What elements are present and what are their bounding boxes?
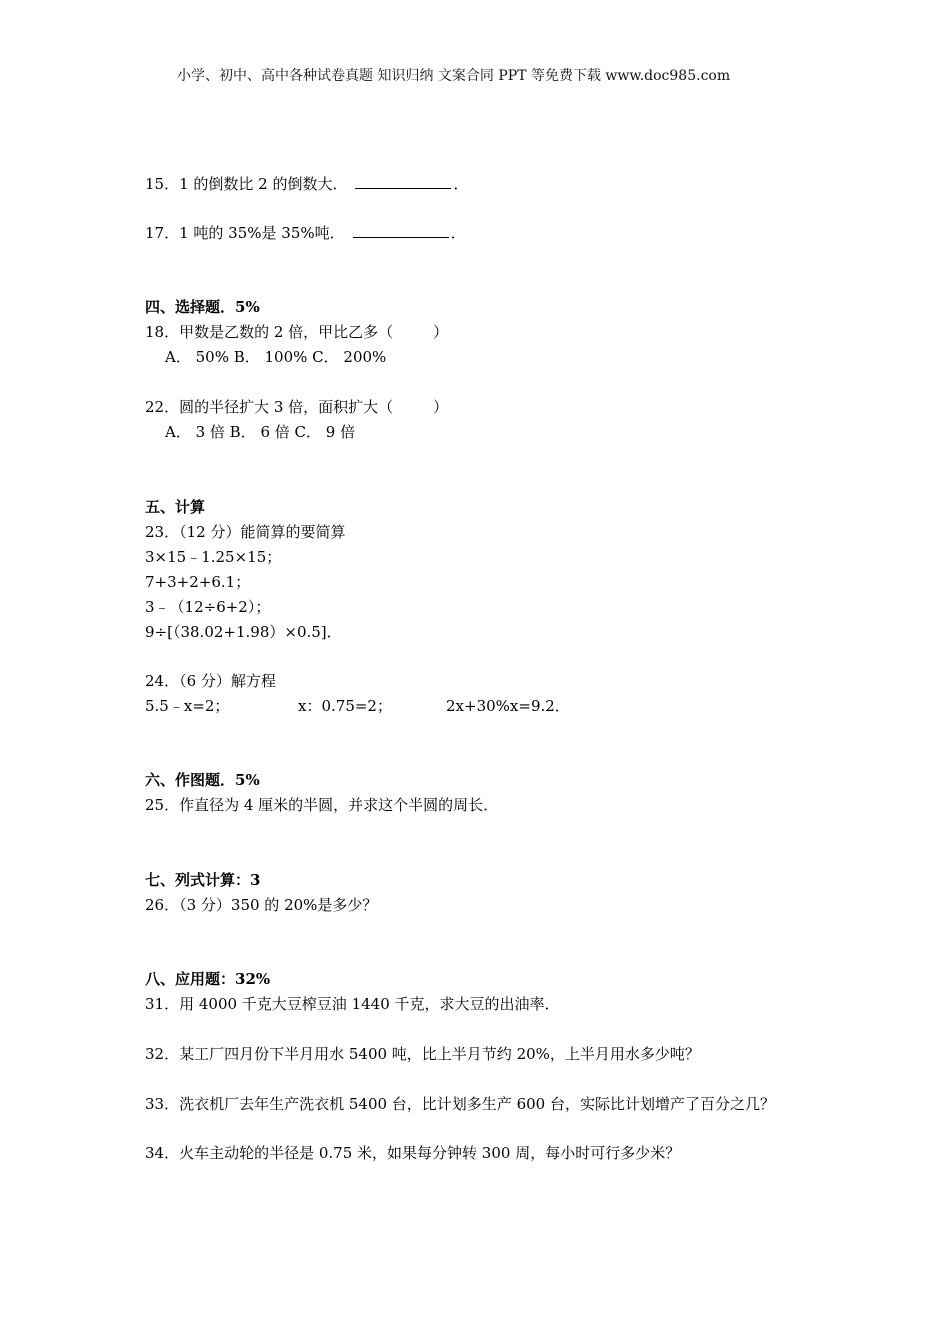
section-4-title: 四、选择题．5% — [145, 298, 260, 316]
question-22-options: A． 3 倍 B． 6 倍 C． 9 倍 — [165, 423, 356, 441]
question-34: 34．火车主动轮的半径是 0.75 米，如果每分钟转 300 周，每小时可行多少米？ — [145, 1144, 681, 1162]
question-24-stem: 24．（6 分）解方程 — [145, 672, 276, 690]
equation-3: 2x+30%x=9.2． — [446, 697, 570, 715]
question-23-line-1: 3×15﹣1.25×15； — [145, 548, 282, 566]
equation-1: 5.5﹣x=2； — [145, 697, 230, 715]
page-header: 小学、初中、高中各种试卷真题 知识归纳 文案合同 PPT 等免费下载 www.doc985.com — [177, 68, 731, 84]
question-15-text: 15．1 的倒数比 2 的倒数大． — [145, 175, 348, 193]
answer-blank-15[interactable] — [355, 174, 451, 189]
question-15 — [145, 174, 469, 194]
section-6-title: 六、作图题．5% — [145, 771, 260, 789]
question-17-end: ． — [450, 224, 466, 242]
section-5-title: 五、计算 — [145, 498, 206, 516]
question-17-text: 17．1 吨的 35%是 35%吨． — [145, 224, 345, 242]
question-25: 25．作直径为 4 厘米的半圆，并求这个半圆的周长． — [145, 796, 499, 814]
question-26: 26．（3 分）350 的 20%是多少？ — [145, 896, 378, 914]
equation-2: x：0.75=2； — [298, 697, 392, 715]
question-31: 31．用 4000 千克大豆榨豆油 1440 千克，求大豆的出油率． — [145, 995, 560, 1013]
question-22 — [145, 397, 448, 417]
question-15-end: ． — [453, 175, 469, 193]
answer-blank-17[interactable] — [353, 223, 449, 238]
question-22-close: ） — [433, 398, 449, 416]
question-18-close: ） — [433, 323, 449, 341]
question-22-stem: 22．圆的半径扩大 3 倍，面积扩大（ — [145, 398, 394, 416]
question-18-stem: 18．甲数是乙数的 2 倍，甲比乙多（ — [145, 323, 394, 341]
question-33: 33．洗衣机厂去年生产洗衣机 5400 台，比计划多生产 600 台，实际比计划增产了百分之几？ — [145, 1095, 775, 1113]
question-23-stem: 23．（12 分）能简算的要简算 — [145, 523, 346, 541]
section-8-title: 八、应用题：32% — [145, 970, 271, 988]
question-18-options: A． 50% B． 100% C． 200% — [165, 348, 387, 366]
question-23-line-2: 7+3+2+6.1； — [145, 573, 251, 591]
question-17 — [145, 223, 466, 243]
question-18 — [145, 322, 448, 342]
section-7-title: 七、列式计算：3 — [145, 871, 261, 889]
question-23-line-4: 9÷[（38.02+1.98）×0.5]． — [145, 623, 342, 641]
question-23-line-3: 3﹣（12÷6+2）； — [145, 598, 271, 616]
question-32: 32．某工厂四月份下半月用水 5400 吨，比上半月节约 20%，上半月用水多少吨？ — [145, 1045, 700, 1063]
